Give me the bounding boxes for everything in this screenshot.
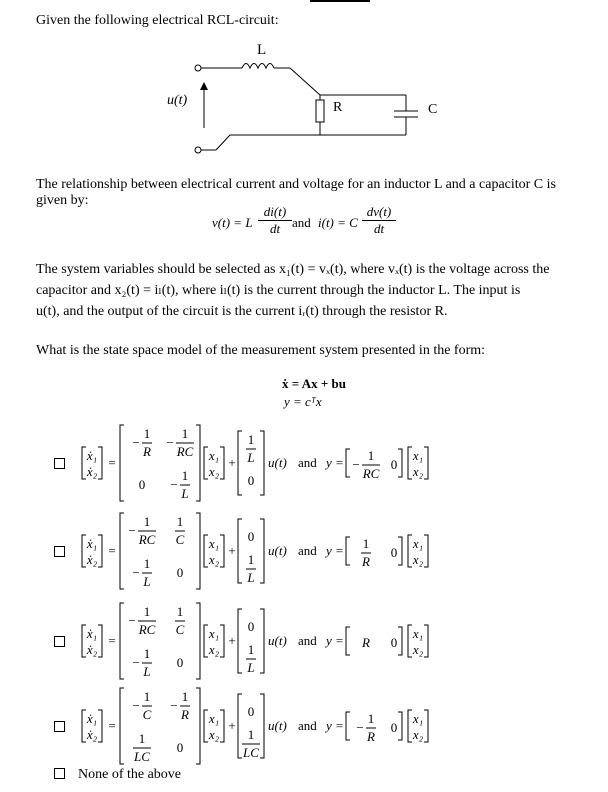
x-bracket-right: [220, 710, 224, 742]
x-out-bracket-right: [424, 710, 428, 742]
c2: [391, 635, 398, 650]
x2: x₂: [208, 552, 220, 567]
eq-i-fraction: [362, 204, 396, 237]
x2-out: x₂: [412, 552, 424, 567]
variables-line3: u(t), and the output of the circuit is the current iᵣ(t) through the resistor R.: [36, 304, 448, 319]
b-bracket-right: [260, 609, 264, 673]
b2: [242, 727, 260, 760]
relationship-line1: The relationship between electrical current and voltage for an inductor L and a capacitor C is: [36, 177, 556, 192]
a11-sign: −: [128, 613, 136, 628]
output-equation-form: y = cᵀx: [284, 394, 322, 409]
c1-num: 1: [367, 448, 375, 463]
x-bracket-right: [220, 447, 224, 479]
a11-sign: −: [128, 523, 136, 538]
x1-out: x₁: [412, 711, 424, 726]
c1: [356, 711, 376, 744]
x-bracket-left: [204, 535, 208, 567]
plus: +: [228, 718, 236, 733]
x-out-bracket-left: [408, 535, 412, 567]
xdot1: ẋ₁: [86, 536, 98, 551]
inductor-symbol: [242, 64, 274, 69]
state-equation-form: ẋ = Ax + bu: [282, 376, 346, 391]
a12-den: C: [175, 532, 185, 547]
y-equals: y =: [326, 543, 344, 558]
checkbox-option-4[interactable]: [54, 721, 65, 732]
b2-num: 1: [247, 642, 255, 657]
a12-den: RC: [176, 444, 194, 459]
resistor-symbol: [316, 100, 324, 122]
x1-out: x₁: [412, 626, 424, 641]
a12-num: 1: [176, 514, 184, 529]
matrix-a-bracket-right: [196, 425, 200, 501]
c-bracket-left: [346, 449, 350, 477]
b1-val: 0: [247, 529, 255, 544]
relationship-line2: given by:: [36, 193, 89, 208]
x1-out: x₁: [412, 536, 424, 551]
matrix-a-bracket-right: [196, 513, 200, 589]
a22: [177, 740, 184, 755]
and-word: and: [298, 543, 317, 558]
x-out-bracket-left: [408, 447, 412, 479]
a11-den: RC: [138, 532, 156, 547]
a21: [139, 477, 146, 492]
c2-val: 0: [390, 720, 398, 735]
b2: [248, 473, 255, 488]
a22: [177, 565, 184, 580]
matrix-a-bracket-left: [120, 513, 124, 589]
b-bracket-right: [260, 431, 264, 495]
a21-num: 1: [143, 556, 151, 571]
xdot2: ẋ₂: [86, 464, 98, 479]
y-equals: y =: [326, 455, 344, 470]
b2-den: L: [247, 660, 255, 675]
c1-num: 1: [367, 711, 375, 726]
a11-den: RC: [138, 622, 156, 637]
a12: [175, 604, 185, 637]
x1: x₁: [208, 626, 220, 641]
x2-out: x₂: [412, 464, 424, 479]
input-u: u(t): [268, 633, 287, 648]
a21-sign: −: [132, 655, 140, 670]
c2-val: 0: [390, 635, 398, 650]
a21-den: LC: [134, 749, 150, 764]
a22: [177, 655, 184, 670]
a11-sign: −: [132, 435, 140, 450]
plus: +: [228, 455, 236, 470]
variables-line1: The system variables should be selected as x₁(t) = vₓ(t), where vₓ(t) is the voltage across the: [36, 262, 550, 277]
a11-num: 1: [143, 604, 151, 619]
c2-val: 0: [390, 545, 398, 560]
c-bracket-right: [398, 449, 402, 477]
b2-num: 1: [247, 552, 255, 567]
none-of-the-above-label: None of the above: [78, 767, 182, 782]
a12-sign: −: [166, 435, 174, 450]
plus: +: [228, 633, 236, 648]
b1-val: 0: [247, 619, 255, 634]
a11-den: R: [143, 444, 151, 459]
c1: [352, 448, 380, 481]
a11: [128, 514, 156, 547]
a11: [132, 689, 152, 722]
rcl-circuit-diagram: [150, 40, 450, 160]
b1-num: 1: [247, 432, 255, 447]
question-text: What is the state space model of the measurement system presented in the form:: [36, 343, 486, 358]
equals: =: [108, 543, 116, 558]
c-bracket-left: [346, 627, 350, 655]
x-bracket-left: [204, 710, 208, 742]
b1-den: L: [247, 450, 255, 465]
xdot-bracket-right: [98, 535, 102, 567]
x-bracket-right: [220, 625, 224, 657]
matrix-a-bracket-left: [120, 688, 124, 764]
top-rule: [310, 0, 370, 2]
eq-i: i(t) = C: [318, 215, 358, 230]
b1-val: 0: [247, 704, 255, 719]
a12-den: C: [175, 622, 185, 637]
and-word: and: [298, 455, 317, 470]
a21-den: L: [143, 664, 151, 679]
c-bracket-left: [346, 712, 350, 740]
a12-sign: −: [170, 698, 178, 713]
intro-text: Given the following electrical RCL-circuit:: [36, 13, 279, 28]
c1: [361, 635, 370, 650]
b2-val: 0: [247, 473, 255, 488]
x1: x₁: [208, 536, 220, 551]
x2-out: x₂: [412, 727, 424, 742]
option-4-equation: [76, 683, 476, 769]
x-out-bracket-left: [408, 710, 412, 742]
x-bracket-right: [220, 535, 224, 567]
eq-i-den: dt: [373, 221, 385, 236]
a21-val: 0: [138, 477, 146, 492]
checkbox-option-2[interactable]: [54, 546, 65, 557]
xdot-bracket-right: [98, 625, 102, 657]
eq-v-fraction: [258, 204, 292, 237]
a21-num: 1: [143, 646, 151, 661]
source-label: u(t): [167, 93, 188, 108]
xdot2: ẋ₂: [86, 727, 98, 742]
c2: [391, 457, 398, 472]
x-out-bracket-right: [424, 625, 428, 657]
capacitor-label: C: [428, 102, 438, 117]
c1-sign: −: [356, 720, 364, 735]
matrix-a-bracket-left: [120, 425, 124, 501]
xdot2: ẋ₂: [86, 642, 98, 657]
xdot-bracket-left: [82, 710, 86, 742]
c2: [391, 720, 398, 735]
eq-and: and: [292, 215, 311, 230]
b2: [246, 642, 256, 675]
option-3-equation: [76, 598, 476, 684]
equals: =: [108, 718, 116, 733]
a12-den: R: [181, 707, 189, 722]
x1-out: x₁: [412, 448, 424, 463]
a22-sign: −: [170, 477, 178, 492]
a11-num: 1: [143, 426, 151, 441]
a21: [133, 731, 151, 764]
xdot-bracket-left: [82, 447, 86, 479]
y-equals: y =: [326, 633, 344, 648]
b-bracket-left: [238, 694, 242, 758]
a12-num: 1: [176, 604, 184, 619]
equals: =: [108, 455, 116, 470]
c1: [361, 536, 371, 569]
a11: [128, 604, 156, 637]
x-bracket-left: [204, 625, 208, 657]
eq-v-den: dt: [269, 221, 281, 236]
matrix-a-bracket-right: [196, 688, 200, 764]
xdot1: ẋ₁: [86, 626, 98, 641]
inductor-label: L: [257, 42, 267, 58]
a11-den: C: [142, 707, 152, 722]
b-bracket-right: [260, 519, 264, 583]
a21: [132, 646, 152, 679]
x-out-bracket-left: [408, 625, 412, 657]
b1: [248, 704, 255, 719]
b-bracket-left: [238, 519, 242, 583]
matrix-a-bracket-right: [196, 603, 200, 679]
a22-val: 0: [176, 565, 184, 580]
b1: [246, 432, 256, 465]
bottom-terminal: [195, 147, 201, 153]
a12: [166, 426, 194, 459]
and-word: and: [298, 633, 317, 648]
option-2-equation: [76, 508, 476, 594]
x-out-bracket-right: [424, 447, 428, 479]
a22-val: 0: [176, 655, 184, 670]
c2: [391, 545, 398, 560]
a12: [170, 689, 190, 722]
xdot-bracket-right: [98, 710, 102, 742]
eq-v: v(t) = L: [212, 215, 253, 230]
xdot-bracket-left: [82, 535, 86, 567]
c1-num: 1: [362, 536, 370, 551]
eq-v-num: di(t): [258, 204, 292, 221]
a12-num: 1: [181, 426, 189, 441]
b1: [248, 619, 255, 634]
input-u: u(t): [268, 455, 287, 470]
xdot-bracket-right: [98, 447, 102, 479]
a21-sign: −: [132, 565, 140, 580]
a11: [132, 426, 152, 459]
a11-num: 1: [143, 514, 151, 529]
a22-val: 0: [176, 740, 184, 755]
x2: x₂: [208, 642, 220, 657]
b-bracket-right: [260, 694, 264, 758]
variables-line2: capacitor and x₂(t) = iₗ(t), where iₗ(t) is the current through the inductor L. The input is: [36, 283, 521, 298]
a22: [170, 468, 190, 501]
x1: x₁: [208, 711, 220, 726]
x2: x₂: [208, 727, 220, 742]
resistor-label: R: [333, 100, 343, 115]
x2-out: x₂: [412, 642, 424, 657]
c1-den: RC: [362, 466, 380, 481]
c1-sign: −: [352, 457, 360, 472]
c-bracket-right: [398, 627, 402, 655]
checkbox-none[interactable]: [54, 768, 65, 779]
eq-i-num: dv(t): [362, 204, 396, 221]
plus: +: [228, 543, 236, 558]
x1: x₁: [208, 448, 220, 463]
b2-den: LC: [243, 745, 259, 760]
checkbox-option-3[interactable]: [54, 636, 65, 647]
a12: [175, 514, 185, 547]
a21-num: 1: [138, 731, 146, 746]
b2-num: 1: [247, 727, 255, 742]
xdot-bracket-left: [82, 625, 86, 657]
x-bracket-left: [204, 447, 208, 479]
a12-num: 1: [181, 689, 189, 704]
a11-num: 1: [143, 689, 151, 704]
b1: [248, 529, 255, 544]
xdot1: ẋ₁: [86, 448, 98, 463]
equals: =: [108, 633, 116, 648]
xdot1: ẋ₁: [86, 711, 98, 726]
y-equals: y =: [326, 718, 344, 733]
input-u: u(t): [268, 543, 287, 558]
c-bracket-left: [346, 537, 350, 565]
c1-den: R: [362, 554, 370, 569]
a22-den: L: [181, 486, 189, 501]
x-out-bracket-right: [424, 535, 428, 567]
a11-sign: −: [132, 698, 140, 713]
c-bracket-right: [398, 537, 402, 565]
b2: [246, 552, 256, 585]
matrix-a-bracket-left: [120, 603, 124, 679]
c1-den: R: [367, 729, 375, 744]
and-word: and: [298, 718, 317, 733]
b2-den: L: [247, 570, 255, 585]
c-bracket-right: [398, 712, 402, 740]
x2: x₂: [208, 464, 220, 479]
c2-val: 0: [390, 457, 398, 472]
checkbox-option-1[interactable]: [54, 458, 65, 469]
a21-den: L: [143, 574, 151, 589]
a21: [132, 556, 152, 589]
b-bracket-left: [238, 609, 242, 673]
c1-val: R: [362, 635, 370, 650]
b-bracket-left: [238, 431, 242, 495]
a22-num: 1: [181, 468, 189, 483]
option-1-equation: [76, 420, 476, 506]
xdot2: ẋ₂: [86, 552, 98, 567]
input-u: u(t): [268, 718, 287, 733]
top-terminal: [195, 65, 201, 71]
